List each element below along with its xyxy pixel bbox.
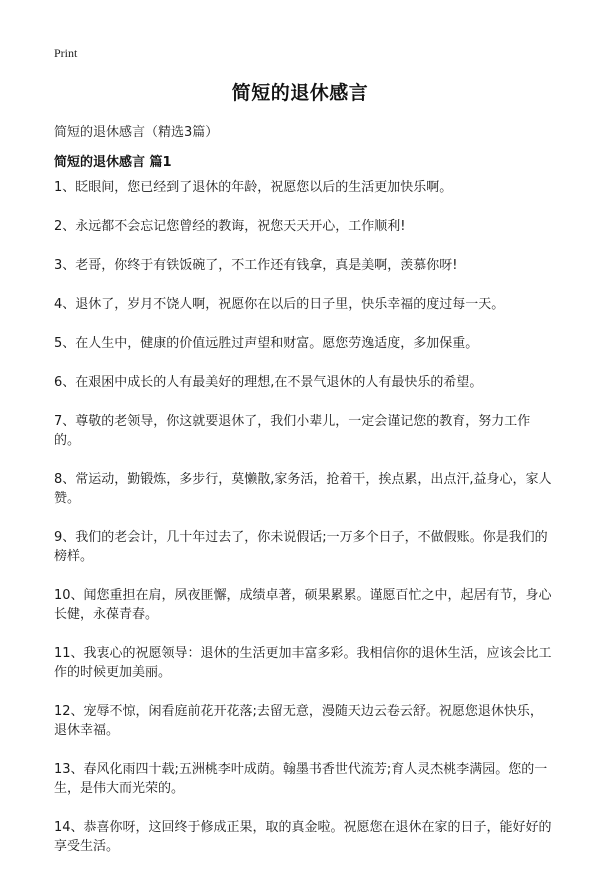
list-item: 3、老哥，你终于有铁饭碗了，不工作还有钱拿，真是美啊，羡慕你呀! [54, 258, 458, 273]
list-item: 14、恭喜你呀，这回终于修成正果，取的真金啦。祝愿您在退休在家的日子，能好好的享受生活。 [54, 820, 552, 854]
print-label: Print [54, 46, 78, 60]
list-item: 4、退休了，岁月不饶人啊，祝愿你在以后的日子里，快乐幸福的度过每一天。 [54, 297, 505, 312]
list-item: 2、永远都不会忘记您曾经的教诲，祝您天天开心，工作顺利! [54, 219, 406, 234]
list-item: 9、我们的老会计，几十年过去了，你未说假话;一万多个日子，不做假账。你是我们的榜样。 [54, 530, 548, 564]
list-item: 13、春风化雨四十载;五洲桃李叶成荫。翰墨书香世代流芳;育人灵杰桃李满园。您的一生，是伟大而光荣的。 [54, 762, 548, 796]
list-item: 12、宠辱不惊，闲看庭前花开花落;去留无意，漫随天边云卷云舒。祝愿您退休快乐，退休幸福。 [54, 704, 543, 738]
list-item: 1、眨眼间，您已经到了退休的年龄，祝愿您以后的生活更加快乐啊。 [54, 180, 453, 195]
list-item: 6、在艰困中成长的人有最美好的理想,在不景气退休的人有最快乐的希望。 [54, 375, 483, 390]
list-item: 7、尊敬的老领导，你这就要退休了，我们小辈儿，一定会谨记您的教育，努力工作的。 [54, 414, 531, 448]
list-item: 11、我衷心的祝愿领导：退休的生活更加丰富多彩。我相信你的退休生活，应该会比工作的时候更加美丽。 [54, 646, 552, 680]
list-item: 5、在人生中，健康的价值远胜过声望和财富。愿您劳逸适度，多加保重。 [54, 336, 479, 351]
section-heading: 简短的退休感言 篇1 [54, 155, 172, 170]
list-item: 8、常运动，勤锻炼，多步行，莫懒散,家务活，抢着干，挨点累，出点汗,益身心，家人赞。 [54, 472, 552, 506]
list-item: 10、闻您重担在肩，夙夜匪懈，成绩卓著，硕果累累。谨愿百忙之中，起居有节，身心长健，永葆青春。 [54, 588, 552, 622]
document-title: 简短的退休感言 [231, 82, 369, 104]
document-subtitle: 简短的退休感言（精选3篇） [54, 125, 219, 140]
item-list [54, 178, 554, 876]
